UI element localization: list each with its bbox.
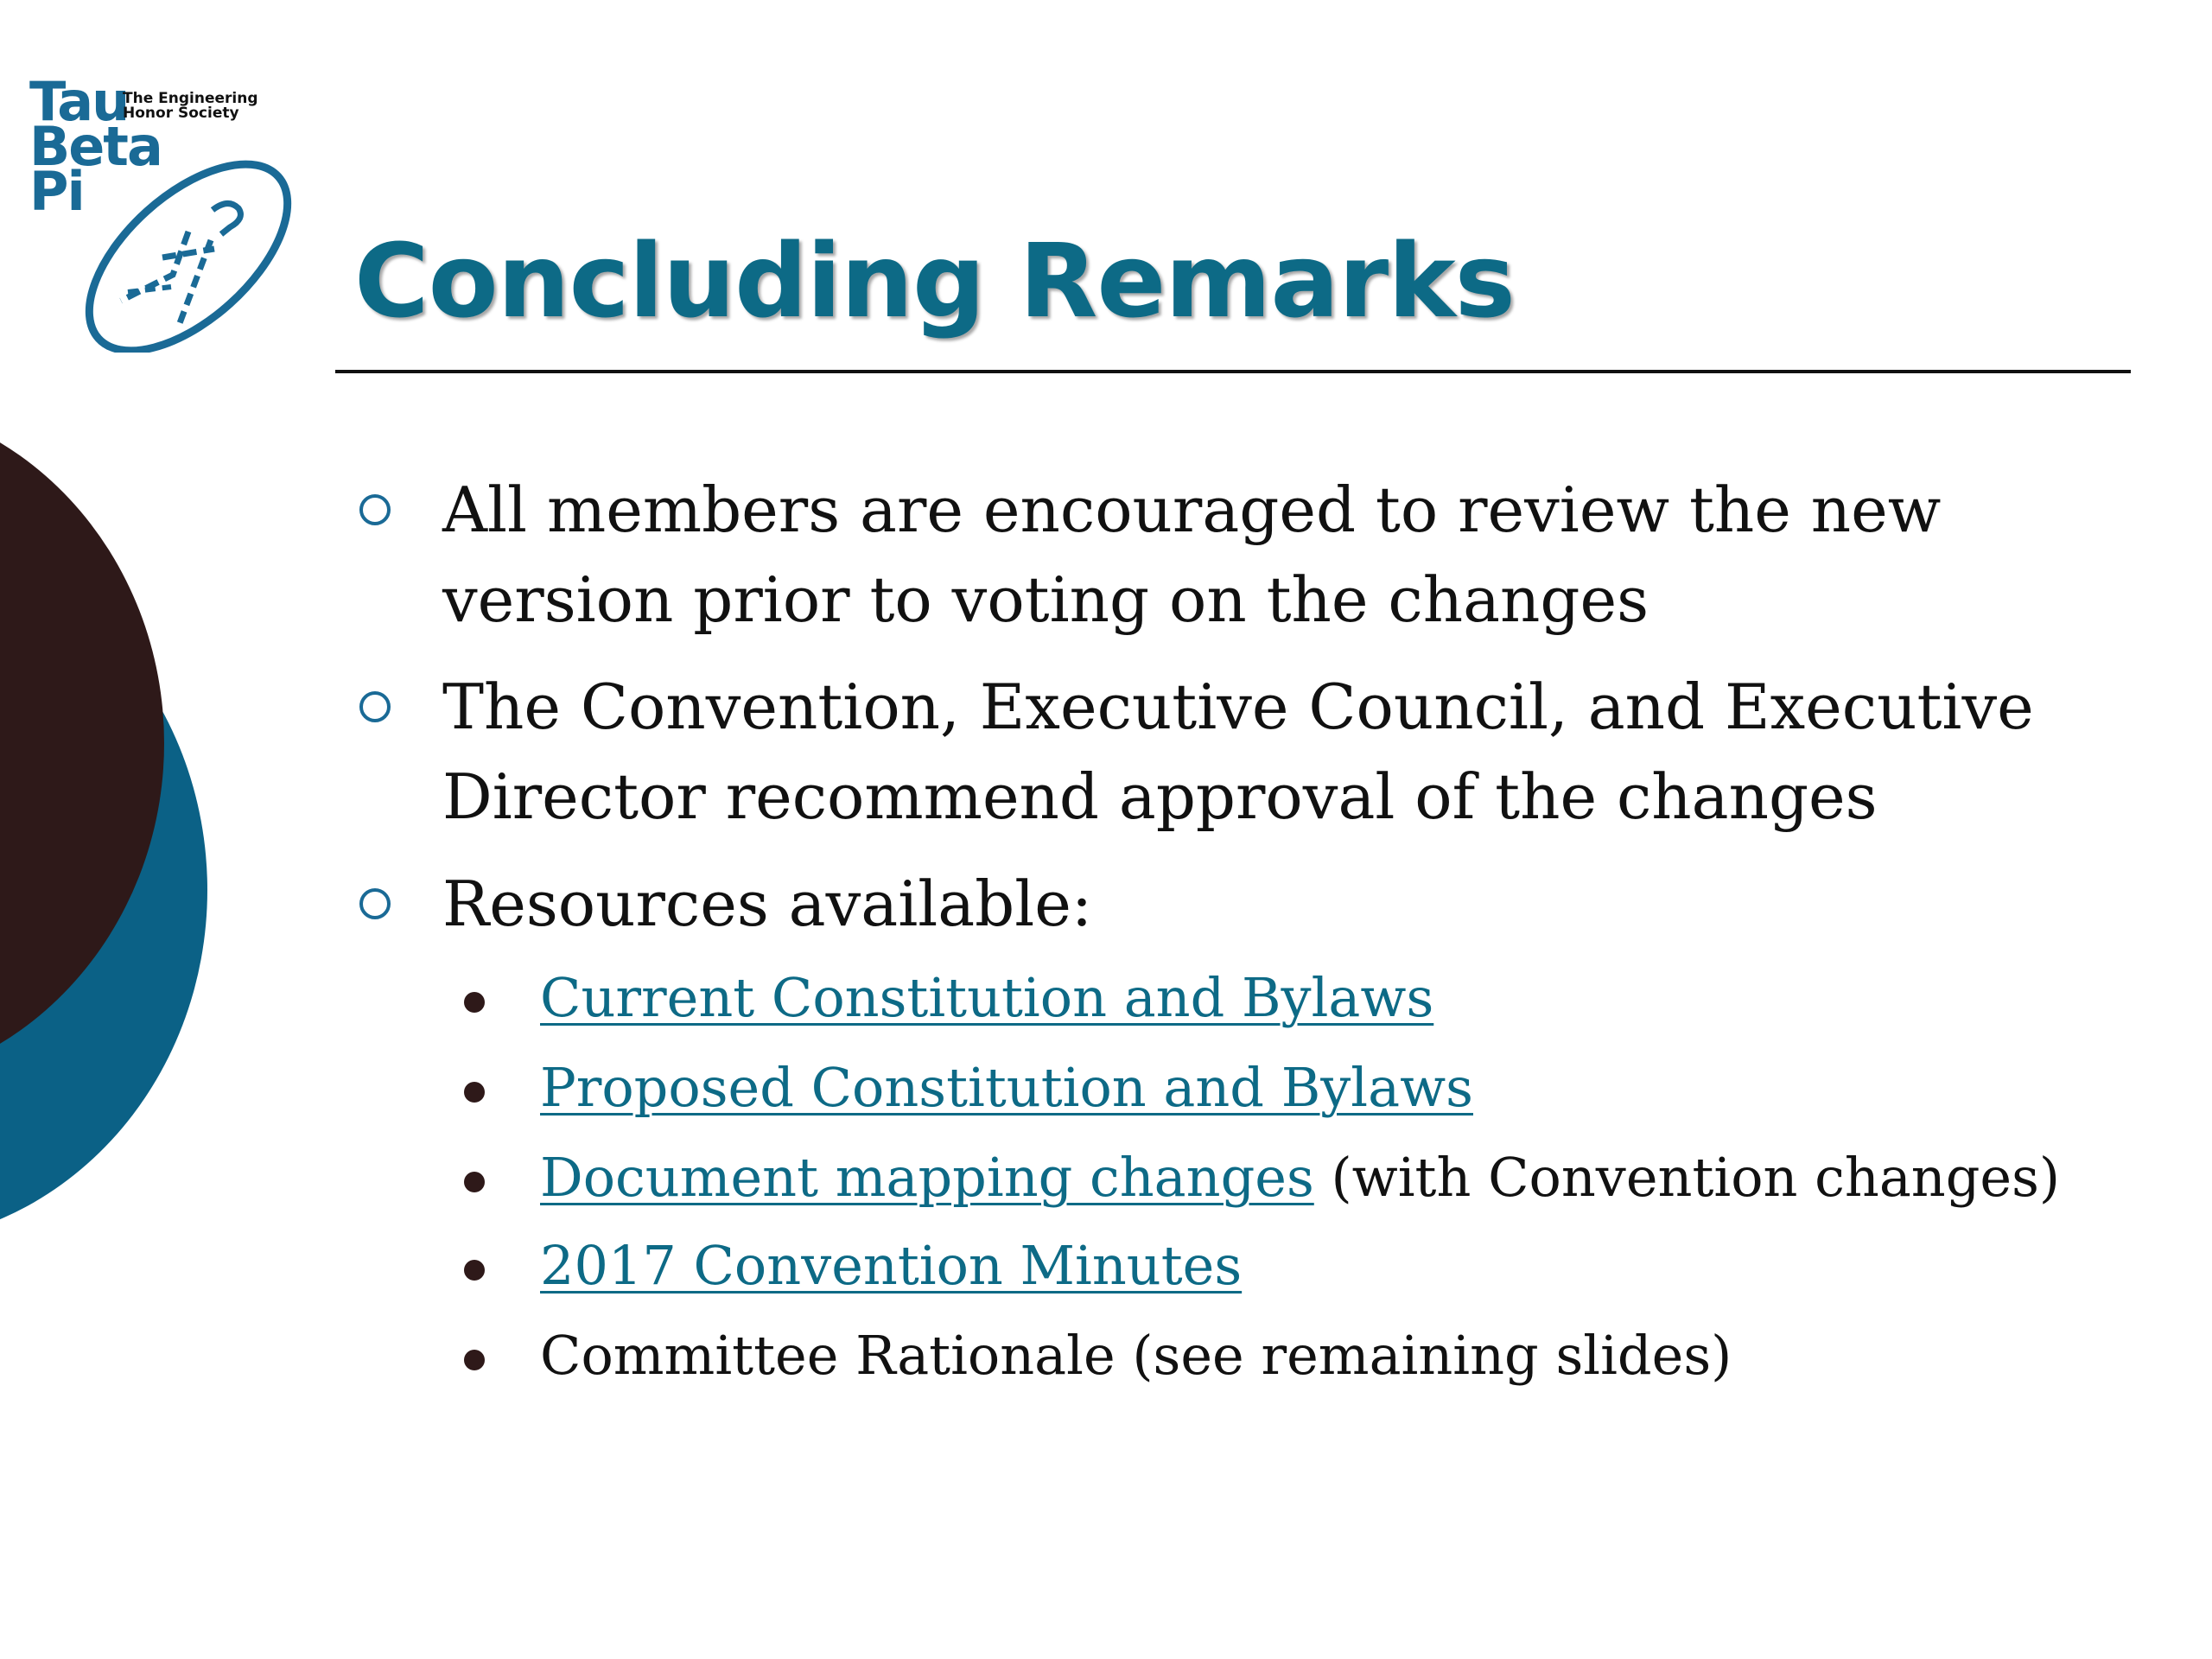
filled-circle-bullet-icon <box>464 1082 485 1103</box>
filled-circle-bullet-icon <box>464 1172 485 1192</box>
resource-item <box>540 1227 2095 1305</box>
logo-tagline-line-1: The Engineering <box>123 90 258 107</box>
filled-circle-bullet-icon <box>464 992 485 1013</box>
resource-note: (with Convention changes) <box>1313 1146 2061 1209</box>
resource-item <box>540 1049 2095 1127</box>
resource-item <box>540 1317 2095 1395</box>
hollow-circle-bullet-icon <box>359 691 391 722</box>
logo-tagline-line-2: Honor Society <box>123 105 239 122</box>
bullet-text: All members are encouraged to review the new version prior to voting on the changes <box>442 474 1942 636</box>
bullet-item <box>442 859 2084 949</box>
current-constitution-link[interactable]: Current Constitution and Bylaws <box>540 966 1434 1029</box>
resource-item <box>540 959 2095 1037</box>
proposed-constitution-link[interactable]: Proposed Constitution and Bylaws <box>540 1056 1473 1119</box>
logo-word-beta: Beta <box>29 115 162 178</box>
bullet-text: Resources available: <box>442 868 1093 940</box>
filled-circle-bullet-icon <box>464 1350 485 1370</box>
bullet-item <box>442 662 2084 842</box>
page-title: Concluding Remarks <box>354 221 1515 340</box>
convention-minutes-link[interactable]: 2017 Convention Minutes <box>540 1234 1243 1297</box>
bullet-item <box>442 465 2084 645</box>
logo-word-pi: Pi <box>29 160 84 223</box>
document-mapping-link[interactable]: Document mapping changes <box>540 1146 1314 1209</box>
filled-circle-bullet-icon <box>464 1260 485 1281</box>
hollow-circle-bullet-icon <box>359 494 391 525</box>
resource-item <box>540 1139 2095 1217</box>
logo-word-tau: Tau <box>29 70 129 133</box>
bullet-text: The Convention, Executive Council, and Executive Director recommend approval of the changes <box>442 671 2034 833</box>
hollow-circle-bullet-icon <box>359 888 391 919</box>
committee-rationale-text: Committee Rationale (see remaining slides) <box>540 1324 1732 1387</box>
